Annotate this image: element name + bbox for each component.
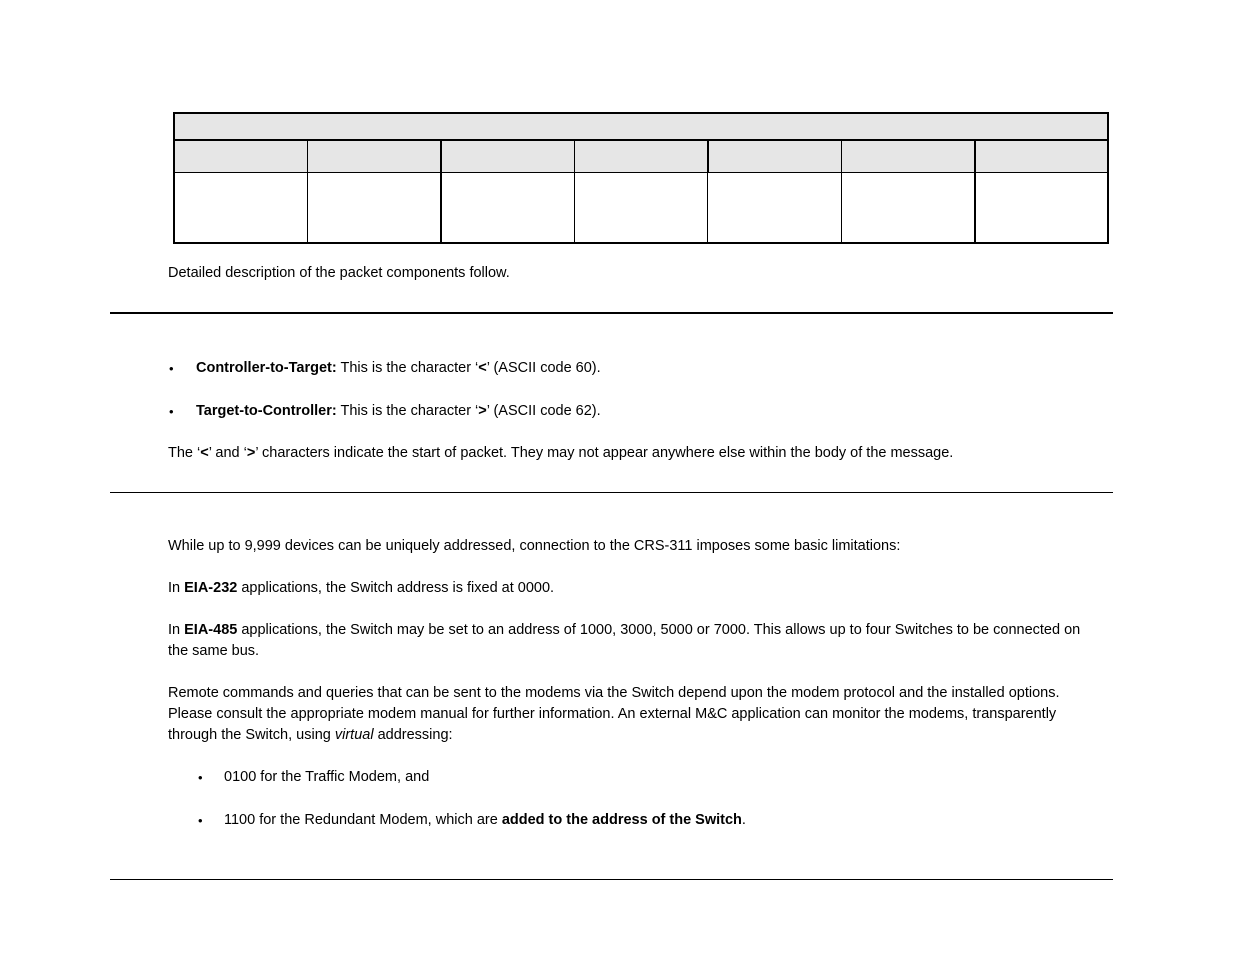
bullet-text: This is the character ‘ — [336, 403, 479, 419]
bullet-glyph: • — [198, 813, 203, 828]
note-text: The ‘ — [168, 445, 201, 461]
address-paragraph-eia485 — [168, 620, 1098, 662]
section-divider-2 — [110, 492, 1113, 493]
char-less-than: < — [200, 445, 209, 461]
address-paragraph-eia232 — [168, 578, 554, 599]
table-header-cell-1 — [174, 140, 307, 173]
bullet-glyph: • — [169, 361, 174, 376]
bullet-text: ’ (ASCII code 60). — [486, 360, 601, 376]
start-note — [168, 443, 953, 464]
bullet-bold: added to the address of the Switch — [501, 812, 742, 828]
table-header-cell-6 — [841, 140, 974, 173]
char-less-than: < — [478, 360, 487, 376]
bullet-label: Target-to-Controller: — [196, 403, 337, 419]
note-text: ’ and ‘ — [208, 445, 247, 461]
para-text: In — [168, 622, 185, 638]
table-body-cell-7 — [975, 173, 1108, 244]
address-bullet-traffic: 0100 for the Traffic Modem, and — [224, 769, 430, 785]
table-body-cell-2 — [307, 173, 440, 244]
address-bullet-redundant — [224, 810, 746, 831]
bullet-text: This is the character ‘ — [336, 360, 479, 376]
bullet-glyph: • — [198, 770, 203, 785]
bullet-text: ’ (ASCII code 62). — [486, 403, 601, 419]
table-body-cell-1 — [174, 173, 307, 244]
start-bullet-controller — [196, 358, 601, 379]
section-divider-3 — [110, 879, 1113, 880]
table-header-cell-4 — [574, 140, 707, 173]
table-title-cell — [174, 113, 1108, 140]
section-divider-1 — [110, 312, 1113, 314]
table-header-cell-3 — [441, 140, 574, 173]
table-header-cell-7 — [975, 140, 1108, 173]
para-text: applications, the Switch may be set to an address of 1000, 3000, 5000 or 7000. This allows up to four Switches to be connected on the same bus. — [168, 622, 1081, 659]
char-greater-than: > — [246, 445, 256, 461]
bullet-text: 1100 for the Redundant Modem, which are — [224, 812, 502, 828]
address-paragraph-1: While up to 9,999 devices can be uniquely addressed, connection to the CRS-311 imposes some basic limitations: — [168, 538, 901, 554]
para-bold: EIA-232 — [184, 580, 238, 596]
bullet-text: . — [741, 812, 746, 828]
note-text: ’ characters indicate the start of packet. They may not appear anywhere else within the body of the message. — [255, 445, 954, 461]
packet-structure-table — [173, 112, 1109, 244]
para-text: addressing: — [373, 727, 453, 743]
address-paragraph-remote — [168, 683, 1088, 746]
para-text: Remote commands and queries that can be sent to the modems via the Switch depend upon the modem protocol and the installed options. Please consult the appropriate modem manual for further information. An external M&C application can monitor the modems, transparently through the Switch, using — [168, 685, 1060, 743]
bullet-glyph: • — [169, 404, 174, 419]
para-text: applications, the Switch address is fixed at 0000. — [237, 580, 555, 596]
para-italic: virtual — [334, 727, 374, 743]
table-header-cell-5 — [708, 140, 841, 173]
char-greater-than: > — [478, 403, 487, 419]
intro-text: Detailed description of the packet components follow. — [168, 265, 510, 281]
table-body-cell-5 — [708, 173, 841, 244]
start-bullet-target — [196, 401, 601, 422]
bullet-label: Controller-to-Target: — [196, 360, 337, 376]
para-bold: EIA-485 — [184, 622, 238, 638]
table-body-cell-3 — [441, 173, 574, 244]
para-text: In — [168, 580, 185, 596]
table-body-cell-4 — [574, 173, 707, 244]
table-header-cell-2 — [307, 140, 440, 173]
table-body-cell-6 — [841, 173, 974, 244]
